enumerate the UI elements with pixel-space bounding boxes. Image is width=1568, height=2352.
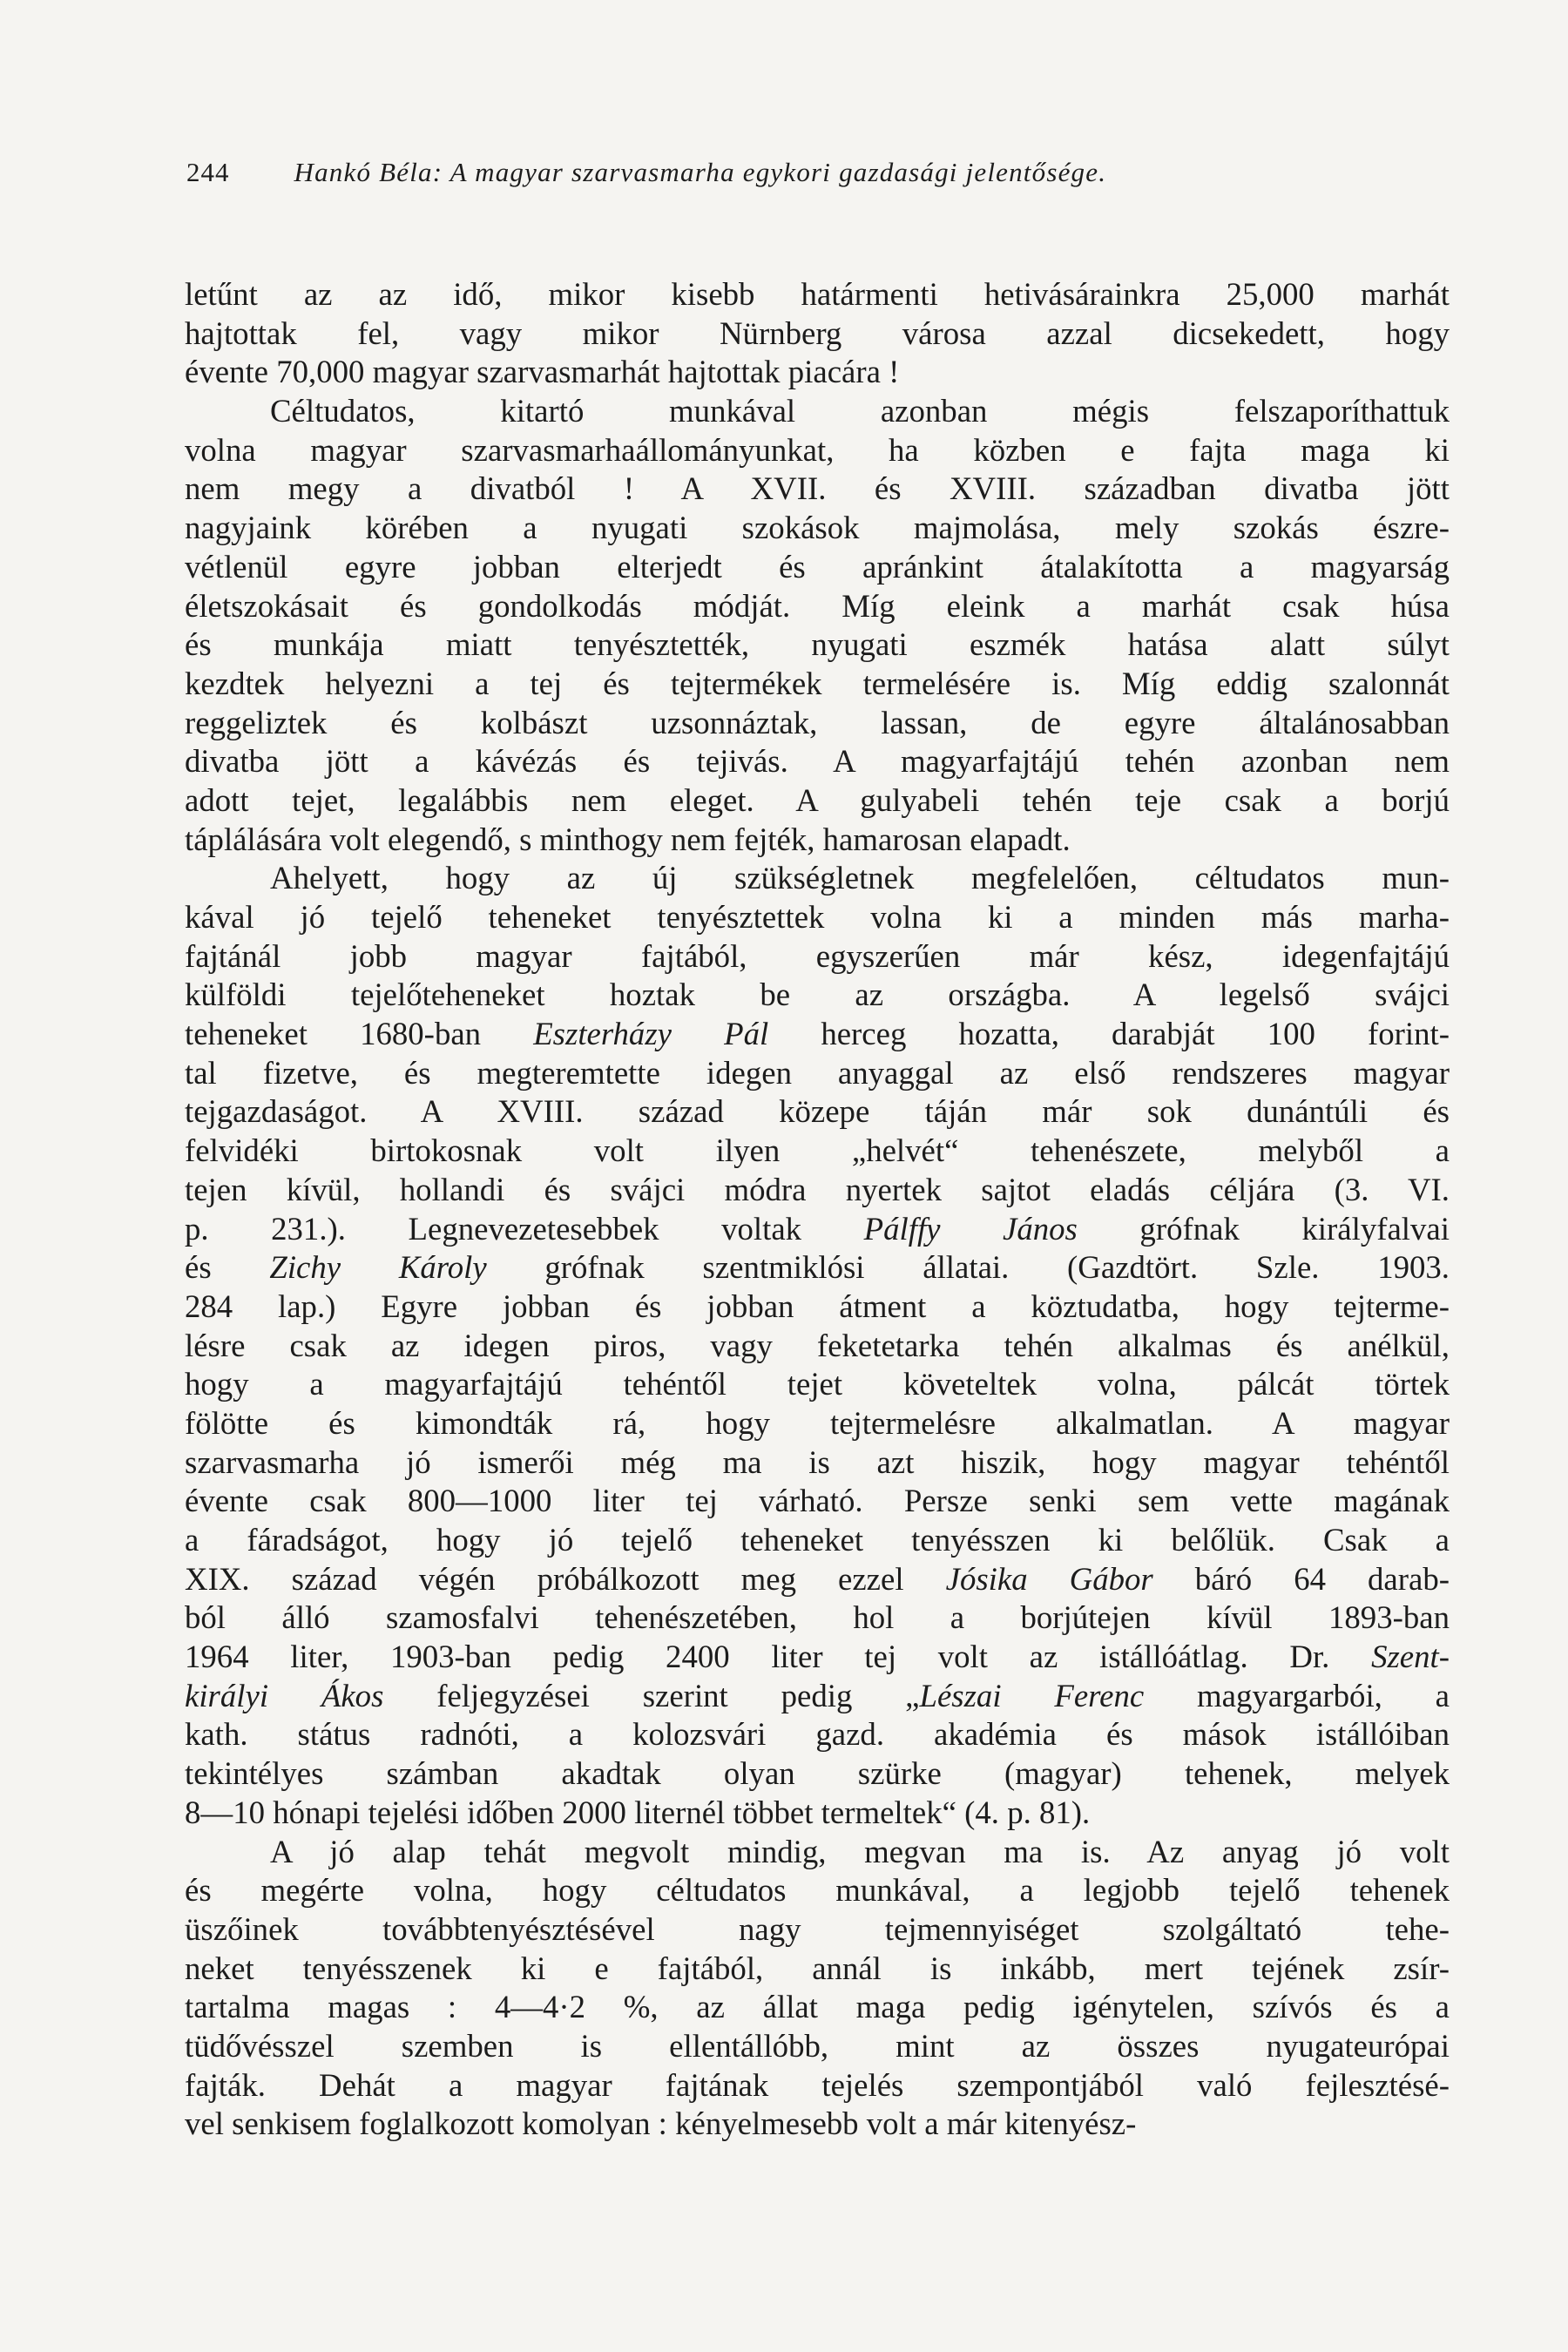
text-line: fajták. Dehát a magyar fajtának tejelés szempontjából való fejlesztésé- <box>185 2066 1450 2103</box>
text-line: A jó alap tehát megvolt mindig, megvan ma is. Az anyag jó volt <box>270 1833 1450 1869</box>
text-line: letűnt az az idő, mikor kisebb határmenti hetivásárainkra 25,000 marhát <box>185 276 1450 312</box>
text-line: tekintélyes számban akadtak olyan szürke (magyar) tehenek, melyek <box>185 1755 1450 1792</box>
running-title: Hankó Béla: A magyar szarvasmarha egykori gazdasági jelentősége. <box>294 157 1107 187</box>
text-line: lésre csak az idegen piros, vagy feketetarka tehén alkalmas és anélkül, <box>185 1327 1450 1363</box>
text-line: külföldi tejelőteheneket hoztak be az országba. A legelső svájci <box>185 977 1450 1013</box>
text-line: fölötte és kimondták rá, hogy tejtermelésre alkalmatlan. A magyar <box>185 1404 1450 1441</box>
text-line: kath. státus radnóti, a kolozsvári gazd. akadémia és mások istállóiban <box>185 1716 1450 1753</box>
text-line: teheneket 1680-ban Eszterházy Pál herceg hozatta, darabját 100 forint- <box>185 1016 1450 1052</box>
page-number: 244 <box>186 157 230 187</box>
text-line: ból álló szamosfalvi tehenészetében, hol a borjútejen kívül 1893-ban <box>185 1599 1450 1636</box>
text-line: évente 70,000 magyar szarvasmarhát hajtottak piacára ! <box>185 354 900 390</box>
text-line: tartalma magas : 4—4·2 %, az állat maga pedig igénytelen, szívós és a <box>185 1989 1450 2025</box>
text-line: XIX. század végén próbálkozott meg ezzel Jósika Gábor báró 64 darab- <box>185 1560 1450 1597</box>
body-text <box>185 275 1450 2144</box>
text-line: p. 231.). Legnevezetesebbek voltak Pálffy János grófnak királyfalvai <box>185 1210 1450 1247</box>
text-line: reggeliztek és kolbászt uzsonnáztak, lassan, de egyre általánosabban <box>185 704 1450 740</box>
running-header <box>186 155 1441 190</box>
text-line: nem megy a divatból ! A XVII. és XVIII. században divatba jött <box>185 470 1450 507</box>
text-line: királyi Ákos feljegyzései szerint pedig „Lészai Ferenc magyargarbói, a <box>185 1677 1450 1713</box>
paragraph <box>185 859 1450 1832</box>
text-line: 1964 liter, 1903-ban pedig 2400 liter tej volt az istállóátlag. Dr. Szent- <box>185 1639 1450 1675</box>
text-line: vel senkisem foglalkozott komolyan : kényelmesebb volt a már kitenyész- <box>185 2105 1137 2142</box>
text-line: Ahelyett, hogy az új szükségletnek megfelelően, céltudatos mun- <box>270 860 1450 896</box>
paragraph <box>185 1833 1450 2145</box>
text-line: 8—10 hónapi tejelési időben 2000 liternél többet termeltek“ (4. p. 81). <box>185 1794 1091 1830</box>
paragraph <box>185 275 1450 392</box>
text-line: és Zichy Károly grófnak szentmiklósi állatai. (Gazdtört. Szle. 1903. <box>185 1249 1450 1286</box>
text-line: hajtottak fel, vagy mikor Nürnberg városa azzal dicsekedett, hogy <box>185 314 1450 351</box>
text-line: tal fizetve, és megteremtette idegen anyaggal az első rendszeres magyar <box>185 1054 1450 1091</box>
text-line: üszőinek továbbtenyésztésével nagy tejmennyiséget szolgáltató tehe- <box>185 1910 1450 1947</box>
text-line: nagyjaink körében a nyugati szokások majmolása, mely szokás észre- <box>185 510 1450 546</box>
text-line: felvidéki birtokosnak volt ilyen „helvét“ tehenészete, melyből a <box>185 1132 1450 1169</box>
text-line: és megérte volna, hogy céltudatos munkával, a legjobb tejelő tehenek <box>185 1872 1450 1909</box>
text-line: adott tejet, legalábbis nem eleget. A gulyabeli tehén teje csak a borjú <box>185 781 1450 818</box>
text-line: kezdtek helyezni a tej és tejtermékek termelésére is. Míg eddig szalonnát <box>185 665 1450 701</box>
text-line: a fáradságot, hogy jó tejelő teheneket tenyésszen ki belőlük. Csak a <box>185 1522 1450 1558</box>
text-line: évente csak 800—1000 liter tej várható. Persze senki sem vette magának <box>185 1483 1450 1519</box>
text-line: Céltudatos, kitartó munkával azonban mégis felszaporíthattuk <box>270 393 1450 429</box>
text-line: vétlenül egyre jobban elterjedt és apránkint átalakította a magyarság <box>185 548 1450 585</box>
text-line: 284 lap.) Egyre jobban és jobban átment a köztudatba, hogy tejterme- <box>185 1288 1450 1324</box>
text-line: hogy a magyarfajtájú tehéntől tejet követeltek volna, pálcát törtek <box>185 1366 1450 1402</box>
text-line: tejgazdaságot. A XVIII. század közepe táján már sok dunántúli és <box>185 1093 1450 1130</box>
text-line: kával jó tejelő teheneket tenyésztettek volna ki a minden más marha- <box>185 899 1450 935</box>
text-line: táplálására volt elegendő, s minthogy nem fejték, hamarosan elapadt. <box>185 821 1071 857</box>
text-line: és munkája miatt tenyésztették, nyugati eszmék hatása alatt súlyt <box>185 626 1450 663</box>
text-line: neket tenyésszenek ki e fajtából, annál is inkább, mert tejének zsír- <box>185 1950 1450 1986</box>
text-line: szarvasmarha jó ismerői még ma is azt hiszik, hogy magyar tehéntől <box>185 1443 1450 1480</box>
paragraph <box>185 392 1450 859</box>
text-line: életszokásait és gondolkodás módját. Míg eleink a marhát csak húsa <box>185 587 1450 624</box>
text-line: fajtánál jobb magyar fajtából, egyszerűen már kész, idegenfajtájú <box>185 937 1450 974</box>
text-line: volna magyar szarvasmarhaállományunkat, ha közben e fajta maga ki <box>185 431 1450 468</box>
text-line: tejen kívül, hollandi és svájci módra nyertek sajtot eladás céljára (3. VI. <box>185 1171 1450 1207</box>
text-line: tüdővésszel szemben is ellentállóbb, mint az összes nyugateurópai <box>185 2027 1450 2064</box>
text-line: divatba jött a kávézás és tejivás. A magyarfajtájú tehén azonban nem <box>185 743 1450 780</box>
